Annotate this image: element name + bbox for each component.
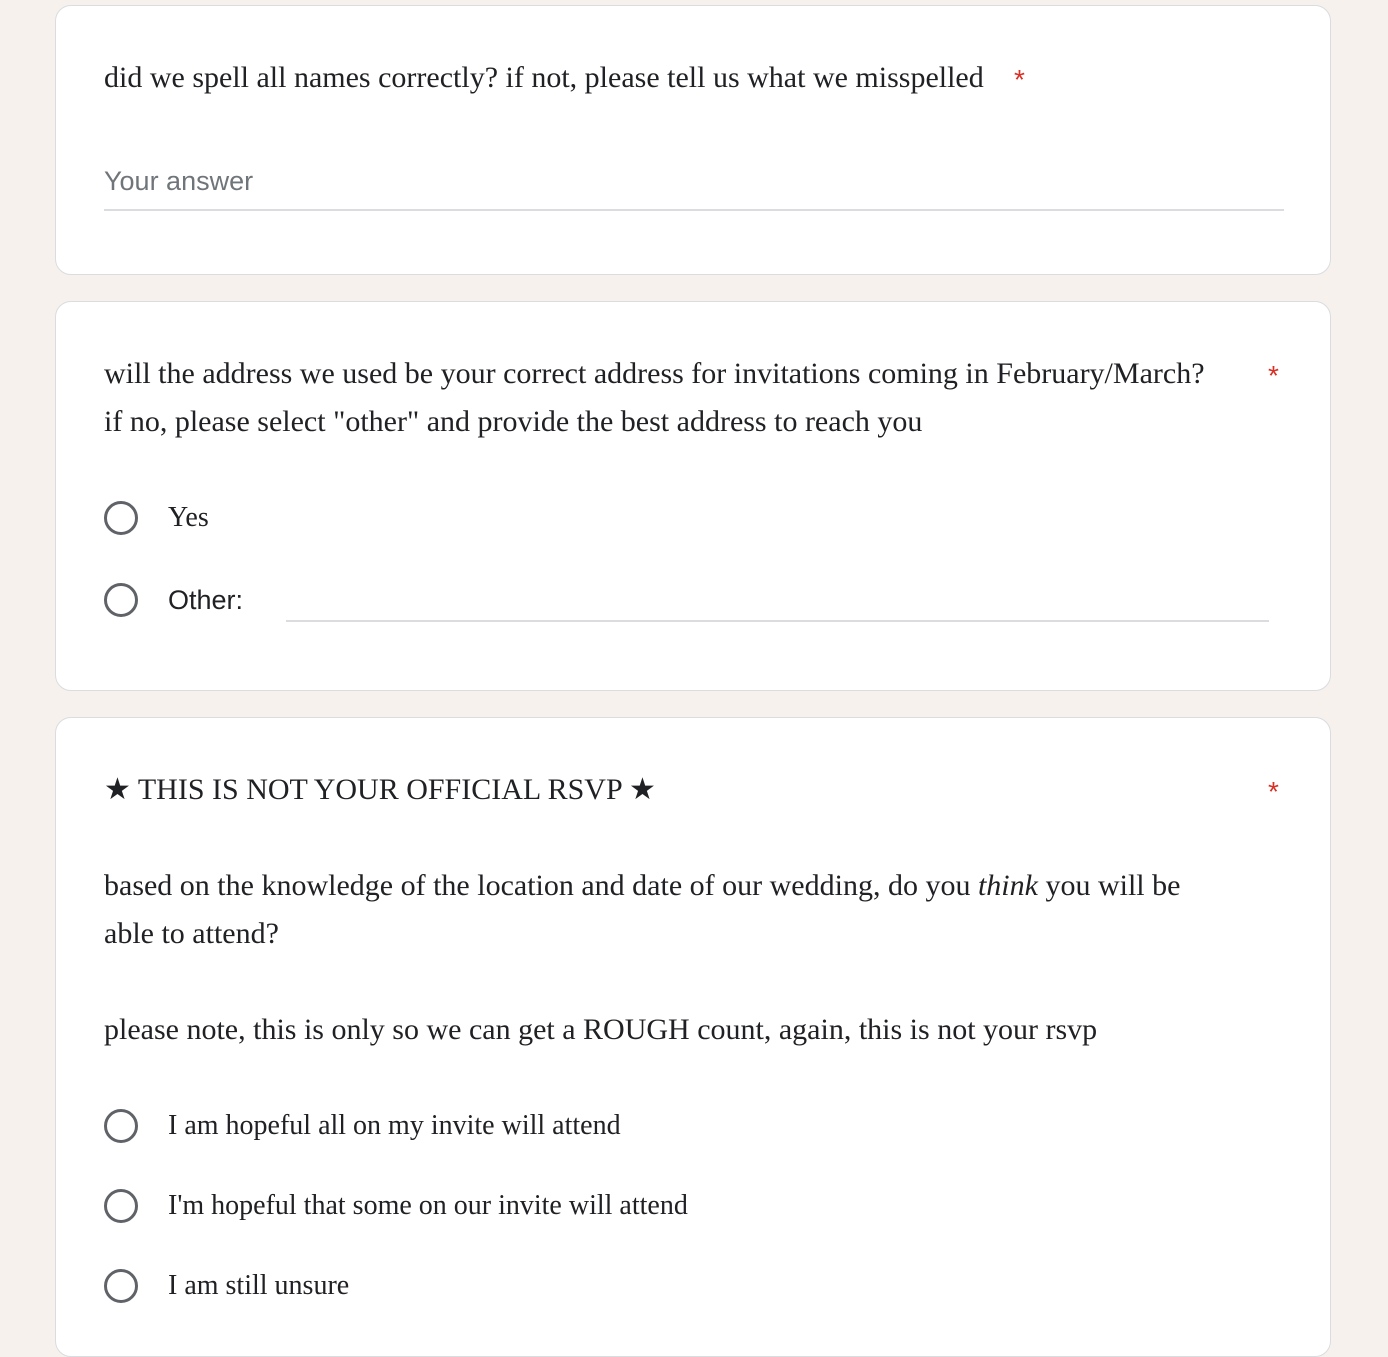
other-text-input[interactable]	[286, 620, 1269, 622]
radio-option-other[interactable]	[104, 579, 243, 621]
question-body-text: you will be	[1037, 869, 1181, 902]
answer-input-placeholder[interactable]: Your answer	[104, 166, 254, 196]
radio-option-label: Other:	[168, 584, 244, 615]
radio-button[interactable]	[104, 1109, 138, 1143]
radio-button[interactable]	[104, 501, 138, 535]
question-body-line1	[104, 862, 1180, 910]
radio-option-all-attend[interactable]	[104, 1105, 621, 1147]
radio-option-label: I'm hopeful that some on our invite will attend	[168, 1190, 688, 1221]
radio-option-unsure[interactable]	[104, 1265, 349, 1307]
question-heading: ★ THIS IS NOT YOUR OFFICIAL RSVP ★	[104, 773, 656, 806]
question-title-line1: will the address we used be your correct address for invitations coming in February/March?	[104, 357, 1205, 390]
question-card-spelling	[55, 5, 1331, 275]
question-body-emphasis: think	[977, 869, 1038, 902]
question-body-line2: able to attend?	[104, 917, 279, 950]
radio-button[interactable]	[104, 583, 138, 617]
question-card-attendance	[55, 717, 1331, 1357]
question-note: please note, this is only so we can get a ROUGH count, again, this is not your rsvp	[104, 1013, 1098, 1046]
radio-option-some-attend[interactable]	[104, 1185, 688, 1227]
question-title: did we spell all names correctly? if not, please tell us what we misspelled	[104, 61, 984, 94]
question-card-address	[55, 301, 1331, 691]
answer-input[interactable]	[104, 209, 1284, 211]
required-asterisk: *	[1014, 64, 1025, 95]
radio-option-label: I am hopeful all on my invite will attend	[168, 1110, 621, 1141]
question-body-text: based on the knowledge of the location and date of our wedding, do you	[104, 869, 978, 902]
radio-option-label: Yes	[168, 502, 209, 533]
radio-option-label: I am still unsure	[168, 1270, 350, 1301]
radio-option-yes[interactable]	[104, 497, 209, 539]
radio-button[interactable]	[104, 1189, 138, 1223]
radio-button[interactable]	[104, 1269, 138, 1303]
required-asterisk: *	[1268, 776, 1279, 807]
question-title-line2: if no, please select "other" and provide the best address to reach you	[104, 405, 923, 438]
required-asterisk: *	[1268, 360, 1279, 391]
